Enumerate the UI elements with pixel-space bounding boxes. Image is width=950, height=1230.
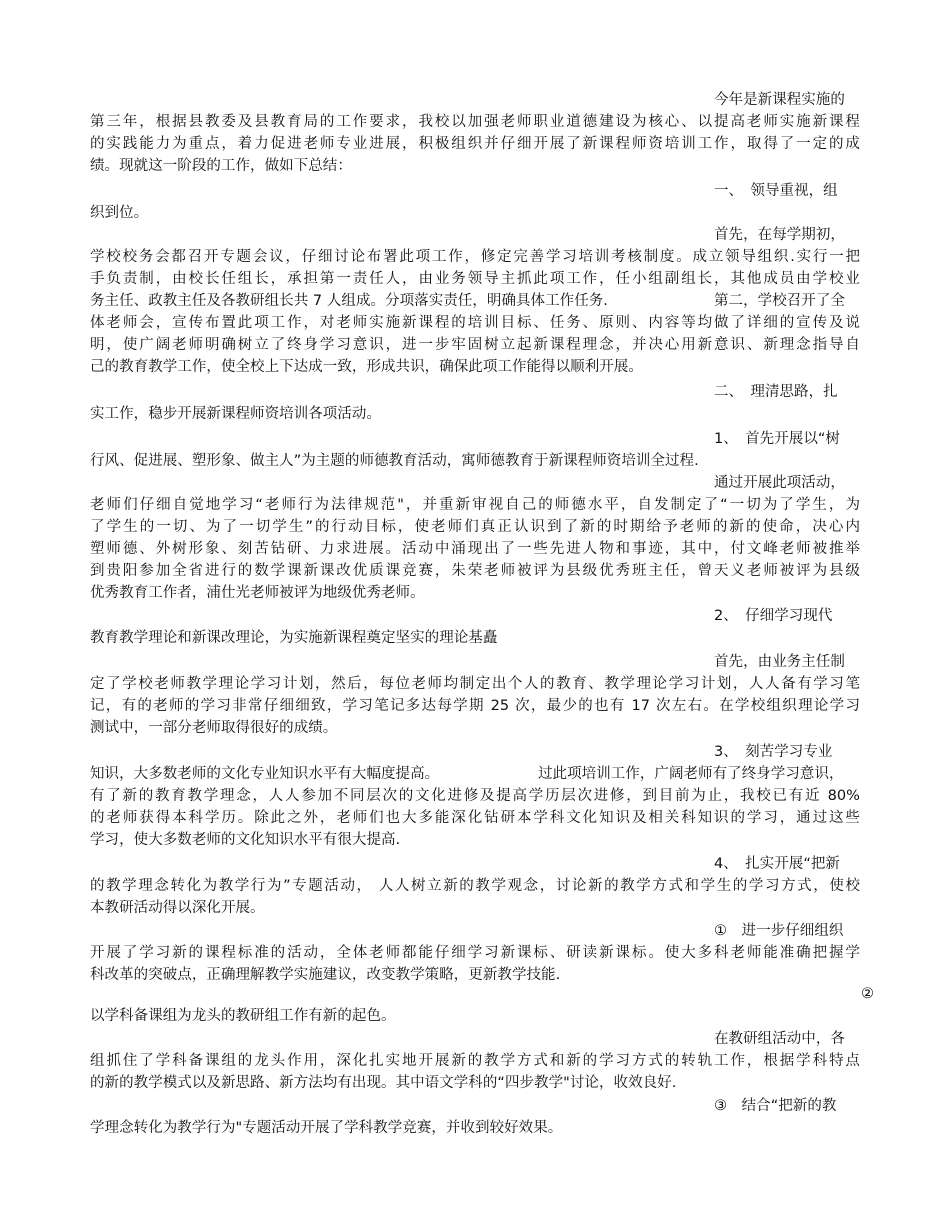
paragraph-line: 学校校务会都召开专题会议，仔细讨论布署此项工作，修定完善学习培训考核制度。成立领导组织.实行一把 [90,249,860,265]
paragraph-line: 明，使广阔老师明确树立了终身学习意识，进一步牢固树立起新课程理念，并决心用新意识、新理念指导自 [90,337,860,353]
subheading-line: 的教学理念转化为教学行为”专题活动， 人人树立新的教学观念，讨论新的教学方式和学生的学习方式，使校 [90,878,860,894]
paragraph-line: 了学生的一切、为了一切学生”的行动目标，使老师们真正认识到了新的时期给予老师的新的使命，决心内 [90,519,860,535]
paragraph-line: 的实践能力为重点，着力促进老师专业进展，积极组织并仔细开展了新课程师资培训工作，取得了一定的成 [90,136,860,152]
subheading-line: 2、 仔细学习现代 [714,608,833,624]
paragraph-line: 开展了学习新的课程标准的活动，全体老师都能仔细学习新课标、研读新课标。使大多科老师能准确把握学 [90,945,860,961]
paragraph-line: 通过开展此项活动， [714,475,845,491]
paragraph-line: 记，有的老师的学习非常仔细细致，学习笔记多达每学期 25 次，最少的也有 17 次左右。在学校组织理论学习 [90,698,860,714]
paragraph-line: 组抓住了学科备课组的龙头作用，深化扎实地开展新的教学方式和新的学习方式的转轨工作，根据学科特点 [90,1053,860,1069]
paragraph-line: 己的教育教学工作，使全校上下达成一致，形成共识，确保此项工作能得以顺利开展。 [90,359,643,375]
section-heading-line: 织到位。 [90,205,149,221]
subheading-line: 3、 刻苦学习专业 [714,744,833,760]
paragraph-line: 首先，由业务主任制 [714,654,845,670]
paragraph-line: 塑师德、外树形象、刻苦钻研、力求进展。活动中涌现出了一些先进人物和事迹，其中，付文峰老师被推举 [90,541,860,557]
list-item-line: 学理念转化为教学行为"专题活动开展了学科教学竞赛，并收到较好效果。 [90,1120,563,1136]
subheading-line: 1、 首先开展以“树 [714,431,840,447]
paragraph-line: 第三年，根据县教委及县教育局的工作要求，我校以加强老师职业道德建设为核心、以提高老师实施新课程 [90,114,860,130]
paragraph-line: 的老师获得本科学历。除此之外，老师们也大多能深化钻研本学科文化知识及相关科知识的学习，通过这些 [90,810,860,826]
paragraph-line: 绩。现就这一阶段的工作，做如下总结： [90,158,352,174]
section-heading-line: 二、 理清思路，扎 [714,384,838,400]
section-heading-line: 一、 领导重视，组 [714,183,838,199]
paragraph-line: 到贵阳参加全省进行的数学课新课改优质课竞赛，朱荣老师被评为县级优秀班主任，曾天义老师被评为县级 [90,563,860,579]
paragraph-line: 今年是新课程实施的 [714,92,845,108]
paragraph-line: 体老师会，宣传布置此项工作，对老师实施新课程的培训目标、任务、原则、内容等均做了详细的宣传及说 [90,315,860,331]
paragraph-line: 科改革的突破点，正确理解教学实施建议，改变教学策略，更新教学技能. [90,967,561,983]
paragraph-line: 首先，在每学期初， [714,227,845,243]
paragraph-line: 学习，使大多数老师的文化知识水平有很大提高. [90,832,401,848]
paragraph-line: 优秀教育工作者，浦仕光老师被评为地级优秀老师。 [90,585,425,601]
subheading-line: 4、 扎实开展“把新 [714,856,840,872]
paragraph-line: 务主任、政教主任及各教研组长共 7 人组成。分项落实责任，明确具体工作任务. [90,293,608,309]
list-item-line: 以学科备课组为龙头的教研组工作有新的起色。 [90,1008,396,1024]
subheading-line: 教育教学理论和新课改理论，为实施新课程奠定坚实的理论基矗 [90,630,498,646]
paragraph-line: 过此项培训工作，广阔老师有了终身学习意识， [538,766,844,782]
subheading-line: 知识，大多数老师的文化专业知识水平有大幅度提高。 [90,766,440,782]
paragraph-line: 老师们仔细自觉地学习“老师行为法律规范"，并重新审视自己的师德水平，自发制定了“一切为了学生，为 [90,497,860,513]
paragraph-line: 手负责制，由校长任组长，承担第一责任人，由业务领导主抓此项工作，任小组副组长，其他成员由学校业 [90,271,860,287]
list-item-line: ① 进一步仔细组织 [714,923,844,939]
paragraph-line: 定了学校老师教学理论学习计划，然后，每位老师均制定出个人的教育、教学理论学习计划，人人备有学习笔 [90,676,860,692]
paragraph-line: 的新的教学模式以及新思路、新方法均有出现。其中语文学科的“四步教学"讨论，收效良好. [90,1075,677,1091]
paragraph-line: 有了新的教育教学理念，人人参加不同层次的文化进修及提高学历层次进修，到目前为止，我校已有近 80% [90,788,860,804]
paragraph-line: 本教研活动得以深化开展。 [90,900,265,916]
section-heading-line: 实工作，稳步开展新课程师资培训各项活动。 [90,406,381,422]
paragraph-line: 测试中，一部分老师取得很好的成绩。 [90,720,338,736]
list-marker: ② [861,986,875,1002]
paragraph-line: 在教研组活动中，各 [714,1031,845,1047]
list-item-line: ③ 结合“把新的教 [714,1098,837,1114]
subheading-line: 行风、促进展、塑形象、做主人”为主题的师德教育活动，寓师德教育于新课程师资培训全过程. [90,453,699,469]
paragraph-line: 第二，学校召开了全 [714,293,845,309]
